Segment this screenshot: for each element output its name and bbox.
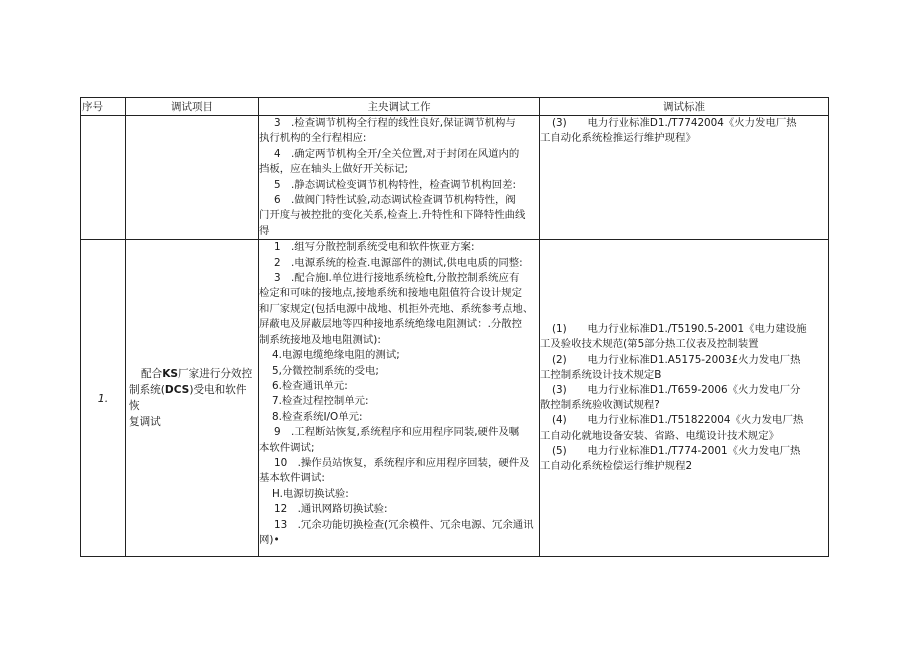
row1-standard-cell [540, 116, 829, 240]
work-line: 9 .工程断站恢复,系统程序和应用程序同装,硬件及嘱 [274, 426, 520, 439]
standard-line: 工自动化系统检偿运行维护规程2 [540, 460, 693, 473]
row2-number-cell: 1. [81, 240, 126, 557]
table-row [81, 240, 829, 557]
standard-line: (4) 电力行业标准D1./T51822004《火力发电厂热 [552, 414, 804, 427]
standard-line: 工及验收技术规范(第5部分热工仪表及控制装置 [540, 338, 759, 351]
work-line: 4.电源电缆绝缘电阻的测试; [272, 349, 400, 362]
row2-item-cell [126, 240, 259, 557]
work-line: 网)• [259, 533, 280, 546]
work-line: 检定和可味的接地点,接地系统和接地电阻值符合设计规定 [259, 287, 523, 300]
header-standard: 调试标准 [540, 98, 829, 116]
work-line: 13 .冗余功能切换检查(冗余模件、冗余电源、冗余通讯 [274, 518, 534, 531]
standard-line: (2) 电力行业标准D1.A5175-2003£火力发电厂热 [552, 353, 801, 366]
item-line: 制系统(DCS)受电和软件恢 [129, 384, 247, 413]
work-line: 制系统接地及地电阻测试): [259, 333, 381, 346]
work-line: 5,分微控制系统的受电; [272, 364, 379, 377]
work-line: 5 .静态调试检变调节机构特性，检查调节机构回差: [274, 178, 517, 191]
standard-line: 工自动化系统检推运行维护现程》 [540, 132, 696, 145]
standard-line: (3) 电力行业标准D1./T7742004《火力发电厂热 [552, 117, 797, 129]
work-line: 1 .组写分散控制系统受电和软件恢亚方案: [274, 241, 475, 254]
table-row [81, 116, 829, 240]
header-main-work: 主央调试工作 [259, 98, 540, 116]
header-row [81, 98, 829, 116]
work-line: 本软件调试; [259, 441, 315, 454]
standard-line: (3) 电力行业标准D1./T659-2006《火力发电厂分 [552, 384, 801, 397]
work-line: 4 .确定两节机构全开/全关位置,对于封闭在风道内的 [274, 147, 520, 160]
work-line: 12 .通讯网路切换试验: [274, 503, 388, 516]
work-line: H.电源切换试验: [272, 487, 349, 500]
work-line: 门开度与被控批的变化关系,检查上.升特性和下降特性曲线 [259, 209, 526, 222]
header-test-item: 调试项目 [126, 98, 259, 116]
work-line: 执行机构的全行程相应: [259, 132, 367, 145]
item-line: 复调试 [129, 416, 161, 429]
work-line: 得 [259, 224, 270, 237]
row1-number-cell [81, 116, 126, 240]
work-line: 和厂家规定(包括电源中战地、机拒外壳地、系统参考点地、 [259, 302, 534, 315]
row2-standard-cell [540, 240, 829, 557]
work-line: 10 .操作员站恢复，系统程序和应用程序回装，硬件及 [274, 456, 530, 469]
work-line: 8.检查系统I/O单元: [272, 410, 363, 423]
work-line: 6 .做阀门特性试验,动态调试检查调节机构特性，阀 [274, 194, 516, 207]
row1-work-cell [259, 116, 540, 240]
work-line: 3 .检查调节机构全行程的线性良好,保证调节机构与 [274, 117, 516, 129]
work-line: 挡板，应在轴头上做好开关标记; [259, 163, 408, 176]
standard-line: 工控制系统设计技术规定B [540, 368, 662, 381]
commissioning-table [80, 97, 829, 557]
work-line: 6.检查通讯单元: [272, 379, 348, 392]
header-serial-no: 序号 [81, 98, 126, 116]
row2-work-cell [259, 240, 540, 557]
work-line: 3 .配合施I.单位进行接地系统检ft,分散控制系统应有 [274, 272, 520, 285]
work-line: 2 .电源系统的检查.电源部件的测试,供电电质的同整: [274, 256, 523, 269]
work-line: 7.检查过程控制单元: [272, 395, 369, 408]
item-line: 配合KS厂家进行分效控 [141, 368, 253, 381]
standard-line: 工自动化就地设备安装、省路、电缆设计技术规定》 [540, 429, 779, 442]
work-line: 基本软件调试: [259, 472, 325, 485]
standard-line: 散控制系统验收测试规程? [540, 399, 660, 412]
row1-item-cell [126, 116, 259, 240]
standard-line: (5) 电力行业标准D1./T774-2001《火力发电厂热 [552, 444, 801, 457]
work-line: 屏蔽电及屏蔽层地等四种接地系统绝缘电阻测试：.分散控 [259, 318, 523, 331]
standard-line: (1) 电力行业标准D1./T5190.5-2001《电力建设施 [552, 323, 807, 336]
